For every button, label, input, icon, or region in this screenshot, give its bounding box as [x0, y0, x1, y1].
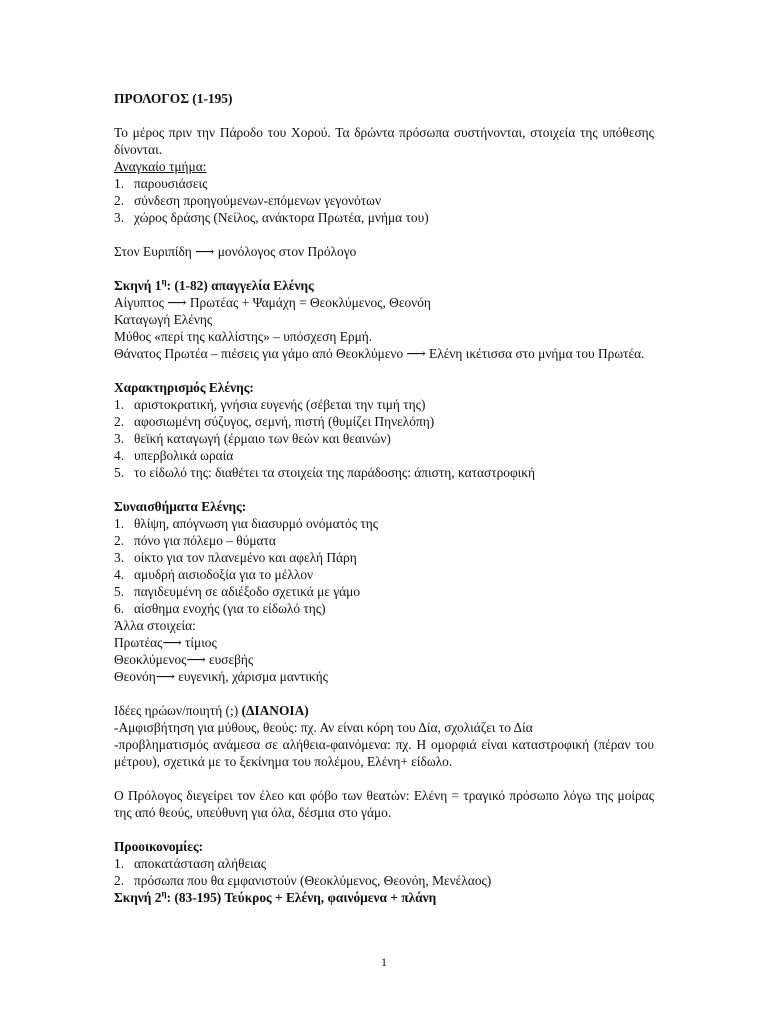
scene1-heading: Σκηνή $1^\eta$: (1-82) απαγγελία Ελένης [114, 276, 314, 293]
list-item: 4. αμυδρή αισιοδοξία για το μέλλον [114, 567, 314, 582]
character-heading: Χαρακτηρισμός Ελένης: [114, 380, 254, 395]
list-item: 1. αποκατάσταση αλήθειας [114, 856, 267, 871]
page-number: 1 [381, 955, 387, 969]
scene1-line: Αίγυπτος ⟶ Πρωτέας + Ψαμάχη = Θεοκλύμενος, Θεονόη [114, 295, 431, 310]
list-item: 2. πρόσωπα που θα εμφανιστούν (Θεοκλύμενος, Θεονόη, Μενέλαος) [114, 873, 492, 888]
list-item: 4. υπερβολικά ωραία [114, 448, 234, 463]
foreshadowing-heading: Προοικονομίες: [114, 839, 204, 854]
feelings-list [114, 515, 654, 617]
list-item: 5. το είδωλό της: διαθέτει τα στοιχεία της παράδοσης: άπιστη, καταστροφική [114, 465, 536, 480]
list-item: 3. χώρος δράσης (Νείλος, ανάκτορα Πρωτέα, μνήμα του) [114, 210, 429, 225]
scene1-line: Καταγωγή Ελένης [114, 312, 213, 327]
list-item: 5. παγιδευμένη σε αδιέξοδο σχετικά με γάμο [114, 584, 361, 599]
list-item: 2. αφοσιωμένη σύζυγος, σεμνή, πιστή (θυμίζει Πηνελόπη) [114, 414, 435, 429]
necessary-list [114, 175, 654, 226]
ideas-line: -Αμφισβήτηση για μύθους, θεούς: πχ. Αν είναι κόρη του Δία, σχολιάζει το Δία [114, 720, 533, 735]
document-title: ΠΡΟΛΟΓΟΣ (1-195) [114, 91, 233, 106]
other-heading: Άλλα στοιχεία: [114, 618, 196, 633]
list-item: 2. πόνο για πόλεμο – θύματα [114, 533, 276, 548]
feelings-heading: Συναισθήματα Ελένης: [114, 499, 247, 514]
list-item: 1. θλίψη, απόγνωση για διασυρμό ονόματός της [114, 516, 379, 531]
necessary-heading: Αναγκαίο τμήμα: [114, 159, 207, 174]
ideas-heading: Ιδέες ηρώων/ποιητή (;) (ΔΙΑΝΟΙΑ) [114, 703, 309, 718]
foreshadowing-list [114, 855, 654, 889]
list-item: 1. παρουσιάσεις [114, 176, 208, 191]
list-item: 6. αίσθημα ενοχής (για το είδωλό της) [114, 601, 326, 616]
list-item: 3. οίκτο για τον πλανεμένο και αφελή Πάρη [114, 550, 357, 565]
other-line: Θεονόη⟶ ευγενική, χάρισμα μαντικής [114, 669, 328, 684]
scene1-line: Μύθος «περί της καλλίστης» – υπόσχεση Ερμή. [114, 329, 373, 344]
scene2-heading: Σκηνή $2^\eta$: (83-195) Τεύκρος + Ελένη, φαινόμενα + πλάνη [114, 888, 437, 905]
ideas-line: -προβληματισμός ανάμεσα σε αλήθεια-φαινόμενα: πχ. Η ομορφιά είναι καταστροφική (πέραν του μέτρου), σχετικά με το ξεκίνημα του πολέμου, Ελένη+ είδωλο. [114, 737, 654, 769]
euripides-line: Στον Ευριπίδη ⟶ μονόλογος στον Πρόλογο [114, 244, 357, 259]
other-line: Θεοκλύμενος⟶ ευσεβής [114, 652, 254, 667]
list-item: 2. σύνδεση προηγούμενων-επόμενων γεγονότων [114, 193, 382, 208]
prologue-paragraph: Ο Πρόλογος διεγείρει τον έλεο και φόβο των θεατών: Ελένη = τραγικό πρόσωπο λόγω της μοίρας της από θεούς, υπεύθυνη για όλα, δέσμια στο γάμο. [114, 788, 654, 820]
scene1-line: Θάνατος Πρωτέα – πιέσεις για γάμο από Θεοκλύμενο ⟶ Ελένη ικέτισσα στο μνήμα του Πρωτέα. [114, 346, 645, 361]
other-line: Πρωτέας⟶ τίμιος [114, 635, 217, 650]
list-item: 3. θεϊκή καταγωγή (έρμαιο των θεών και θεαινών) [114, 431, 391, 446]
list-item: 1. αριστοκρατική, γνήσια ευγενής (σέβεται την τιμή της) [114, 397, 426, 412]
character-list [114, 396, 654, 481]
intro-paragraph: Το μέρος πριν την Πάροδο του Χορού. Τα δρώντα πρόσωπα συστήνονται, στοιχεία της υπόθεσης δίνονται. [114, 125, 654, 157]
